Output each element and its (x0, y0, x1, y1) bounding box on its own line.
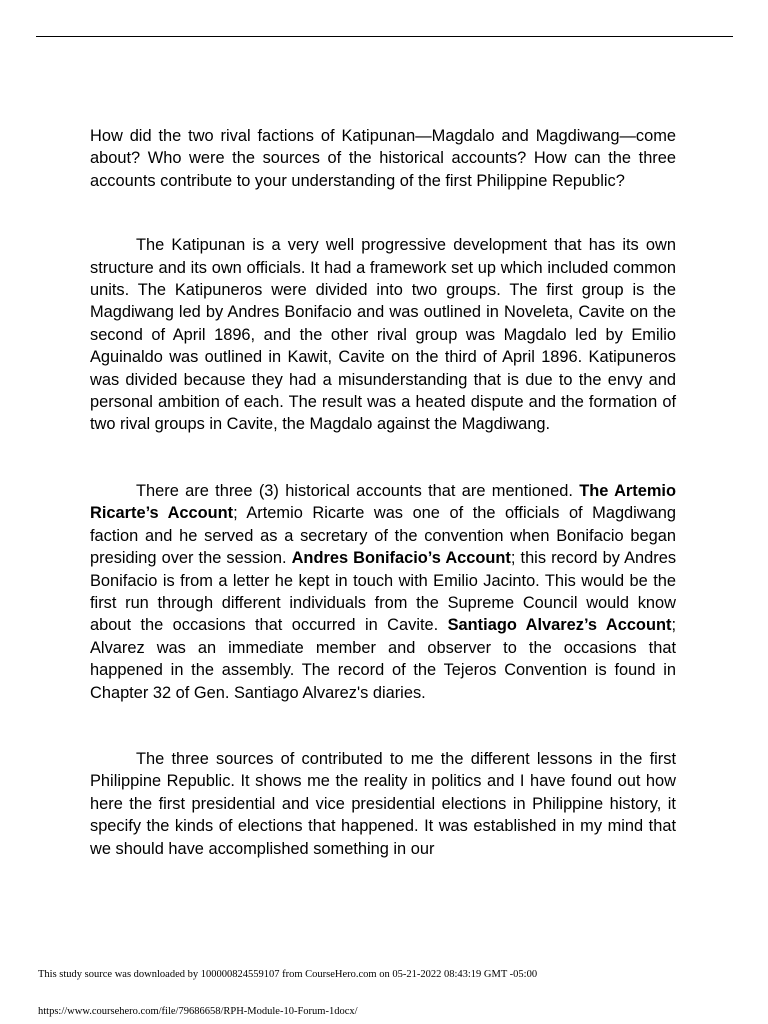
header-rule (36, 36, 733, 37)
historical-accounts-paragraph (90, 480, 676, 704)
lessons-paragraph: The three sources of contributed to me the different lessons in the first Philippine Republic. It shows me the reality in politics and I have found out how here the first presidential and vice presidential elections in Philippine history, it specify the kinds of elections that happened. It was established in my mind that we should have accomplished something in our (90, 749, 676, 858)
source-url[interactable]: https://www.coursehero.com/file/79686658/RPH-Module-10-Forum-1docx/ (38, 1006, 358, 1017)
ricarte-account-title: The Artemio Ricarte’s Account (90, 481, 677, 523)
ricarte-account-text: ; Artemio Ricarte was one of the officials of Magdiwang faction and he served as a secretary of the convention when Bonifacio began presiding over the session. (90, 504, 676, 568)
bonifacio-account-text: ; this record by Andres Bonifacio is from a letter he kept in touch with Emilio Jacinto. This would be the first run through different individuals from the Supreme Council would know about the occasions that occurred in Cavite. (90, 549, 677, 635)
accounts-intro: There are three (3) historical accounts that are mentioned. (136, 481, 580, 500)
bonifacio-account-title: Andres Bonifacio’s Account (291, 549, 511, 568)
download-notice: This study source was downloaded by 100000824559107 from CourseHero.com on 05-21-2022 08:43:19 GMT -05:00 (38, 969, 538, 980)
katipunan-paragraph: The Katipunan is a very well progressive development that has its own structure and its own officials. It had a framework set up which included common units. The Katipuneros were divided into two groups. The first group is the Magdiwang led by Andres Bonifacio and was outlined in Noveleta, Cavite on the second of April 1896, and the other rival group was Magdalo led by Emilio Aguinaldo was outlined in Kawit, Cavite on the third of April 1896. Katipuneros was divided because they had a misunderstanding that is due to the envy and personal ambition of each. The result was a heated dispute and the formation of two rival groups in Cavite, the Magdalo against the Magdiwang. (90, 236, 676, 434)
alvarez-account-title: Santiago Alvarez’s Account (447, 616, 672, 635)
question-paragraph: How did the two rival factions of Katipunan—Magdalo and Magdiwang—come about? Who were the sources of the historical accounts? How can the three accounts contribute to your understanding of the first Philippine Republic? (90, 127, 676, 190)
alvarez-account-text: ; Alvarez was an immediate member and observer to the occasions that happened in the assembly. The record of the Tejeros Convention is found in Chapter 32 of Gen. Santiago Alvarez's diaries. (90, 616, 676, 702)
document-body (90, 125, 676, 860)
